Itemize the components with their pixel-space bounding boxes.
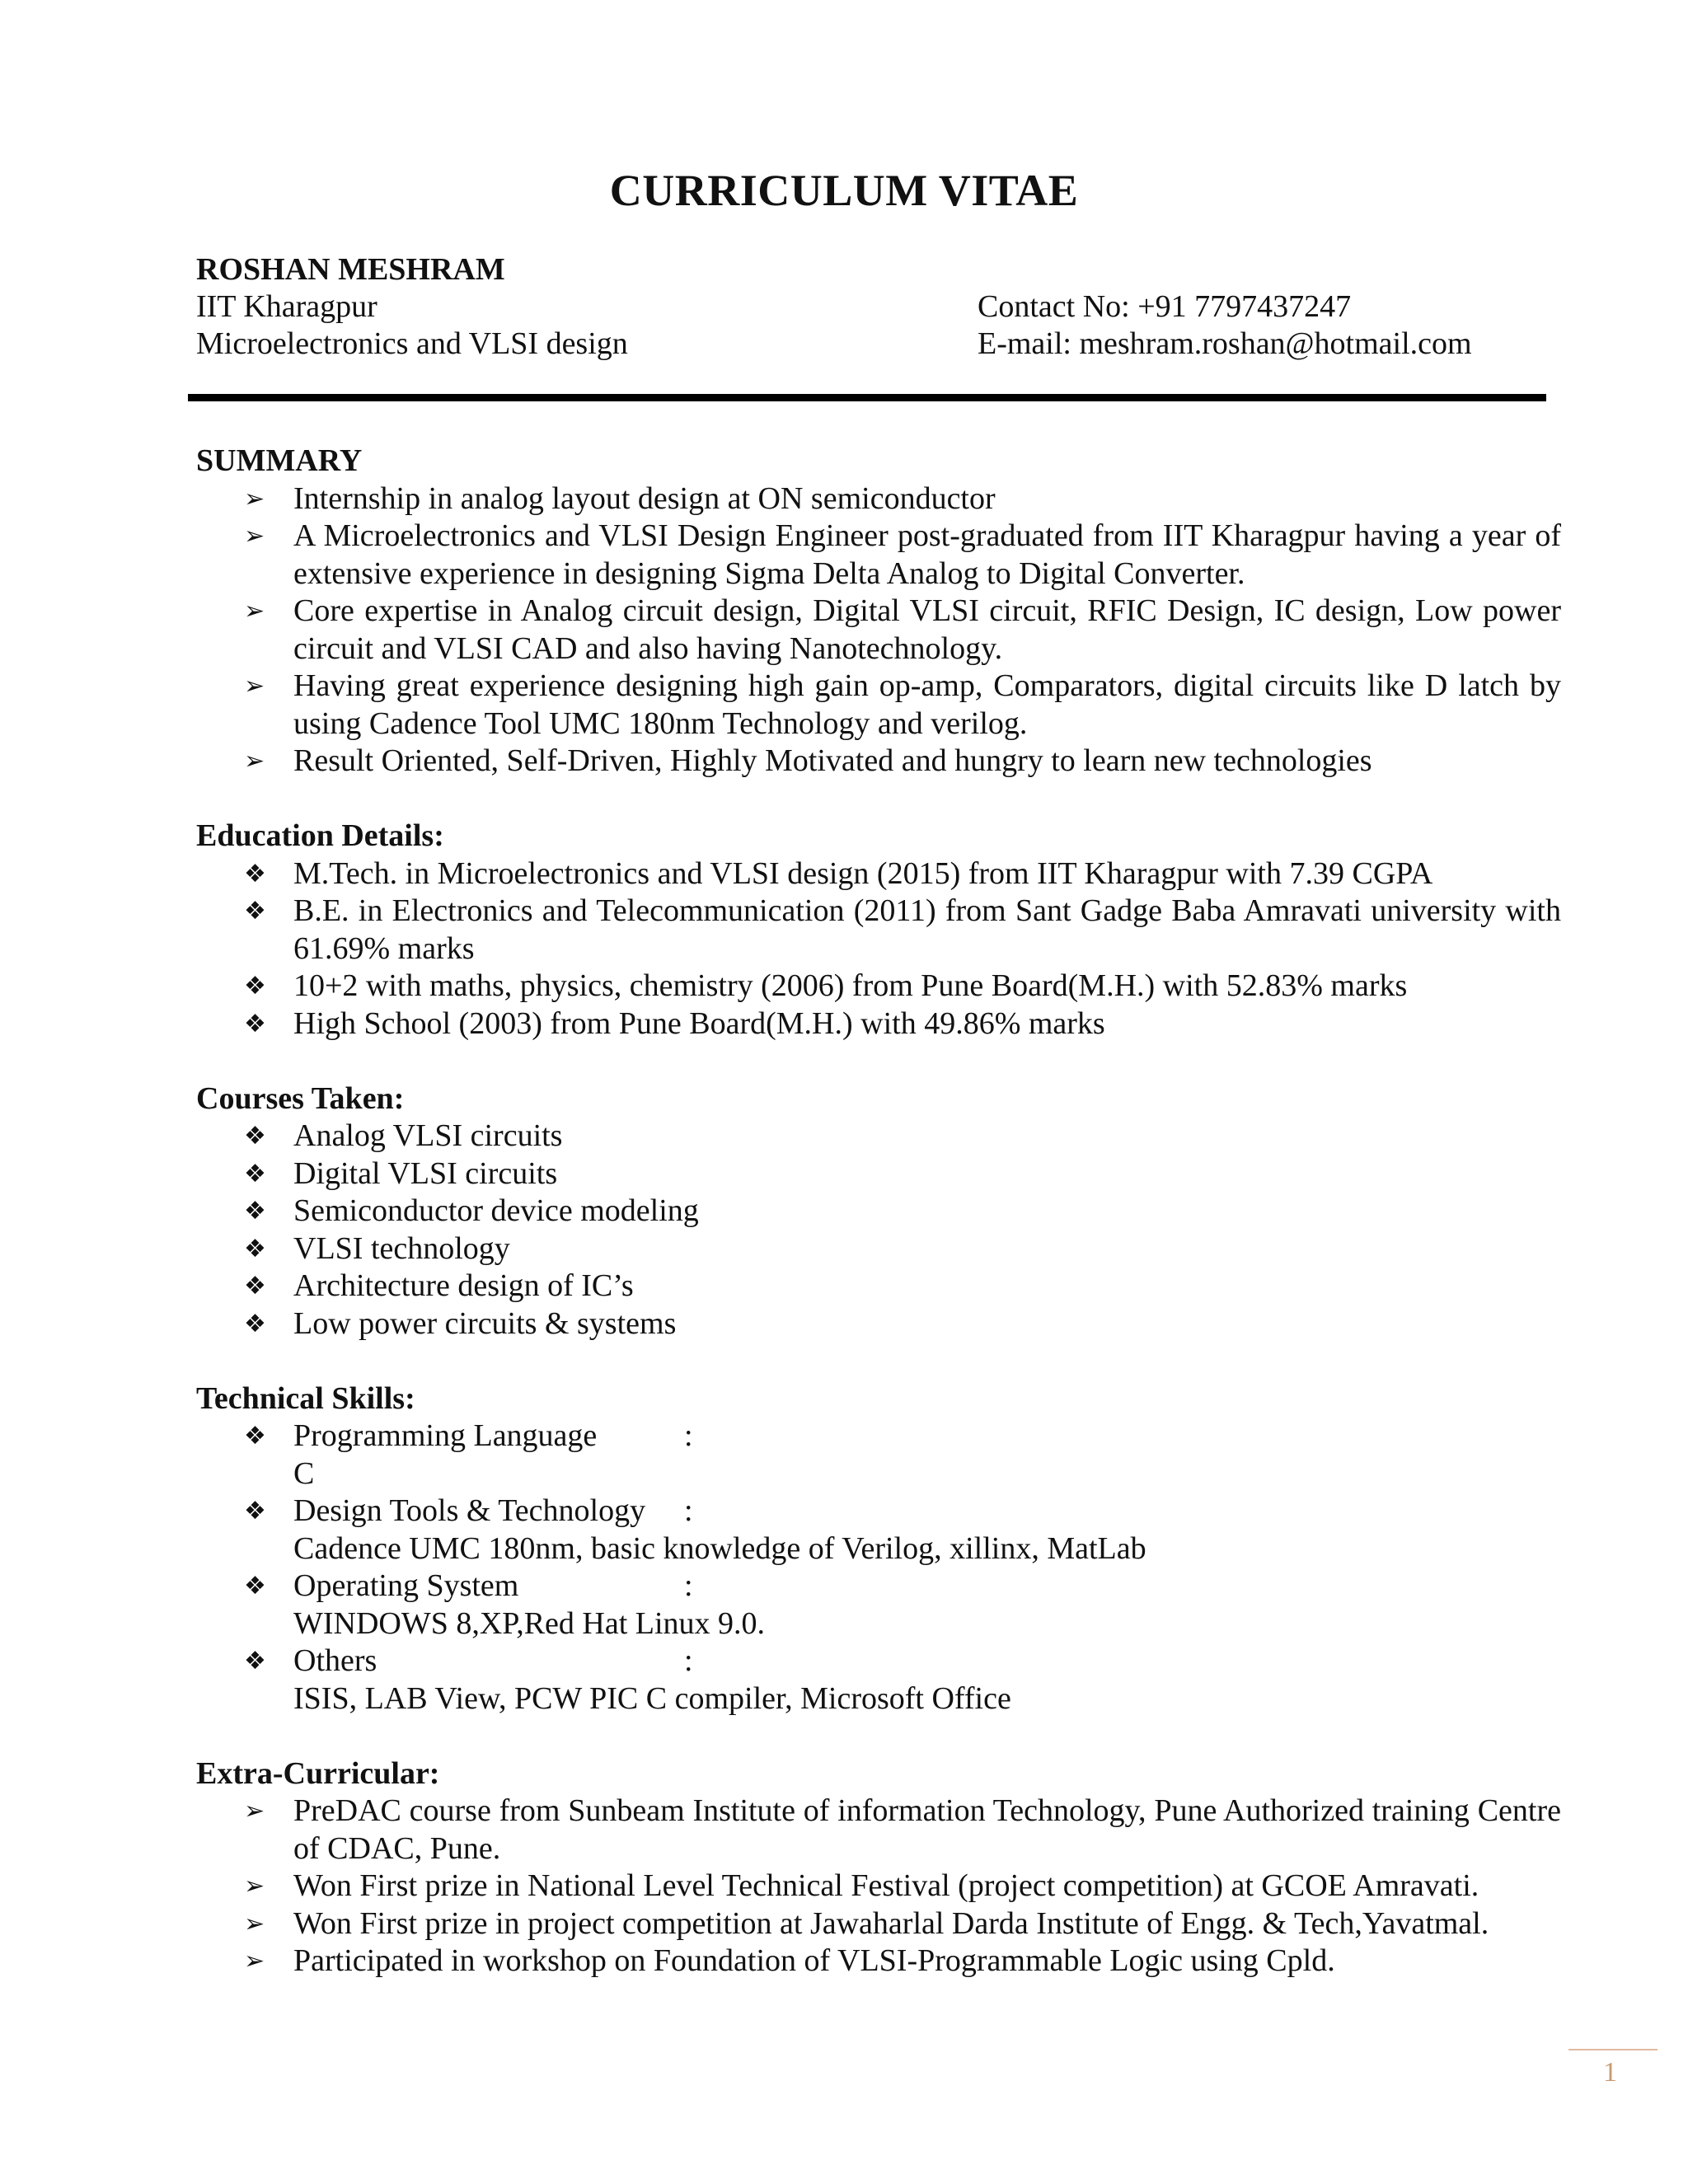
course-text: Analog VLSI circuits <box>293 1118 563 1153</box>
summary-item <box>196 480 1561 518</box>
summary-section <box>196 443 1564 780</box>
arrow-bullet-icon: ➢ <box>244 484 265 513</box>
skill-label: Design Tools & Technology <box>293 1493 646 1528</box>
extra-item <box>196 1793 1561 1868</box>
skill-label: Others <box>293 1643 377 1678</box>
diamond-bullet-icon: ❖ <box>244 897 266 926</box>
summary-item <box>196 518 1561 593</box>
diamond-bullet-icon: ❖ <box>244 1572 266 1601</box>
education-item <box>196 855 1561 893</box>
education-item <box>196 893 1561 968</box>
education-text: B.E. in Electronics and Telecommunication (2011) from Sant Gadge Baba Amravati university with 61.69% marks <box>293 893 1561 966</box>
summary-text: Having great experience designing high gain op-amp, Comparators, digital circuits like D latch by using Cadence Tool UMC 180nm Technology and verilog. <box>293 668 1561 741</box>
skills-section <box>196 1380 1564 1718</box>
education-item <box>196 1005 1561 1043</box>
skill-row <box>196 1568 1564 1643</box>
document-title: CURRICULUM VITAE <box>609 166 1079 215</box>
extra-text: Won First prize in project competition at Jawaharlal Darda Institute of Engg. & Tech,Yavatmal. <box>293 1905 1489 1941</box>
diamond-bullet-icon: ❖ <box>244 1497 266 1526</box>
course-item <box>196 1118 1561 1155</box>
summary-text: Internship in analog layout design at ON semiconductor <box>293 480 996 516</box>
skill-label: Operating System <box>293 1568 519 1603</box>
candidate-name: ROSHAN MESHRAM <box>196 252 505 287</box>
diamond-bullet-icon: ❖ <box>244 972 266 1001</box>
institute: IIT Kharagpur <box>196 289 377 324</box>
skill-row <box>196 1418 1564 1493</box>
course-text: VLSI technology <box>293 1230 510 1266</box>
course-item <box>196 1268 1561 1305</box>
extra-curricular-section <box>196 1755 1564 1980</box>
header-block <box>196 251 1548 363</box>
diamond-bullet-icon: ❖ <box>244 1009 266 1038</box>
skills-heading: Technical Skills: <box>196 1380 415 1416</box>
extra-item <box>196 1943 1561 1980</box>
summary-item <box>196 593 1561 668</box>
skill-separator: : <box>684 1643 693 1678</box>
email-address: E-mail: meshram.roshan@hotmail.com <box>978 326 1472 361</box>
diamond-bullet-icon: ❖ <box>244 1647 266 1675</box>
course-text: Semiconductor device modeling <box>293 1193 699 1228</box>
diamond-bullet-icon: ❖ <box>244 1122 266 1151</box>
arrow-bullet-icon: ➢ <box>244 1909 265 1938</box>
footer-divider <box>1568 2049 1658 2050</box>
skill-value: ISIS, LAB View, PCW PIC C compiler, Microsoft Office <box>293 1680 1011 1716</box>
education-text: 10+2 with maths, physics, chemistry (2006) from Pune Board(M.H.) with 52.83% marks <box>293 968 1408 1003</box>
contact-number: Contact No: +91 7797437247 <box>978 289 1352 324</box>
education-heading: Education Details: <box>196 818 444 853</box>
diamond-bullet-icon: ❖ <box>244 1159 266 1188</box>
arrow-bullet-icon: ➢ <box>244 1947 265 1975</box>
skill-separator: : <box>684 1493 693 1528</box>
course-text: Low power circuits & systems <box>293 1305 677 1341</box>
extra-text: Won First prize in National Level Technical Festival (project competition) at GCOE Amravati. <box>293 1868 1479 1903</box>
header-divider <box>188 394 1546 401</box>
extra-text: Participated in workshop on Foundation of VLSI-Programmable Logic using Cpld. <box>293 1943 1335 1978</box>
diamond-bullet-icon: ❖ <box>244 859 266 888</box>
arrow-bullet-icon: ➢ <box>244 597 265 626</box>
skill-row <box>196 1643 1564 1718</box>
summary-item <box>196 743 1561 780</box>
course-item <box>196 1155 1561 1193</box>
diamond-bullet-icon: ❖ <box>244 1422 266 1451</box>
course-item <box>196 1193 1561 1230</box>
skill-label: Programming Language <box>293 1418 598 1453</box>
courses-section <box>196 1080 1564 1343</box>
diamond-bullet-icon: ❖ <box>244 1272 266 1301</box>
arrow-bullet-icon: ➢ <box>244 522 265 551</box>
summary-text: Result Oriented, Self-Driven, Highly Motivated and hungry to learn new technologies <box>293 743 1372 778</box>
skill-separator: : <box>684 1418 693 1453</box>
skill-value: C <box>293 1455 315 1491</box>
resume-content <box>196 443 1564 2018</box>
education-text: M.Tech. in Microelectronics and VLSI design (2015) from IIT Kharagpur with 7.39 CGPA <box>293 855 1433 891</box>
summary-item <box>196 668 1561 743</box>
diamond-bullet-icon: ❖ <box>244 1234 266 1263</box>
education-item <box>196 968 1561 1005</box>
education-text: High School (2003) from Pune Board(M.H.) with 49.86% marks <box>293 1005 1105 1041</box>
arrow-bullet-icon: ➢ <box>244 747 265 776</box>
arrow-bullet-icon: ➢ <box>244 672 265 701</box>
course-item <box>196 1305 1561 1343</box>
summary-heading: SUMMARY <box>196 443 363 478</box>
diamond-bullet-icon: ❖ <box>244 1197 266 1226</box>
extra-item <box>196 1905 1561 1943</box>
course-item <box>196 1230 1561 1268</box>
summary-text: A Microelectronics and VLSI Design Engineer post-graduated from IIT Kharagpur having a year of extensive experience in designing Sigma Delta Analog to Digital Converter. <box>293 518 1561 591</box>
extra-item <box>196 1868 1561 1905</box>
courses-heading: Courses Taken: <box>196 1080 405 1116</box>
skill-row <box>196 1493 1564 1568</box>
summary-text: Core expertise in Analog circuit design, Digital VLSI circuit, RFIC Design, IC design, Low power circuit and VLSI CAD and also having Nanotechnology. <box>293 593 1561 666</box>
skill-value: Cadence UMC 180nm, basic knowledge of Verilog, xillinx, MatLab <box>293 1530 1146 1566</box>
education-section <box>196 818 1564 1043</box>
arrow-bullet-icon: ➢ <box>244 1872 265 1900</box>
skill-value: WINDOWS 8,XP,Red Hat Linux 9.0. <box>293 1605 766 1641</box>
extra-curricular-heading: Extra-Curricular: <box>196 1755 440 1791</box>
diamond-bullet-icon: ❖ <box>244 1309 266 1338</box>
page-number: 1 <box>1603 2057 1617 2088</box>
course-text: Digital VLSI circuits <box>293 1155 558 1191</box>
skill-separator: : <box>684 1568 693 1603</box>
arrow-bullet-icon: ➢ <box>244 1797 265 1825</box>
specialization: Microelectronics and VLSI design <box>196 326 628 361</box>
course-text: Architecture design of IC’s <box>293 1268 634 1303</box>
extra-text: PreDAC course from Sunbeam Institute of information Technology, Pune Authorized training Centre of CDAC, Pune. <box>293 1793 1561 1866</box>
